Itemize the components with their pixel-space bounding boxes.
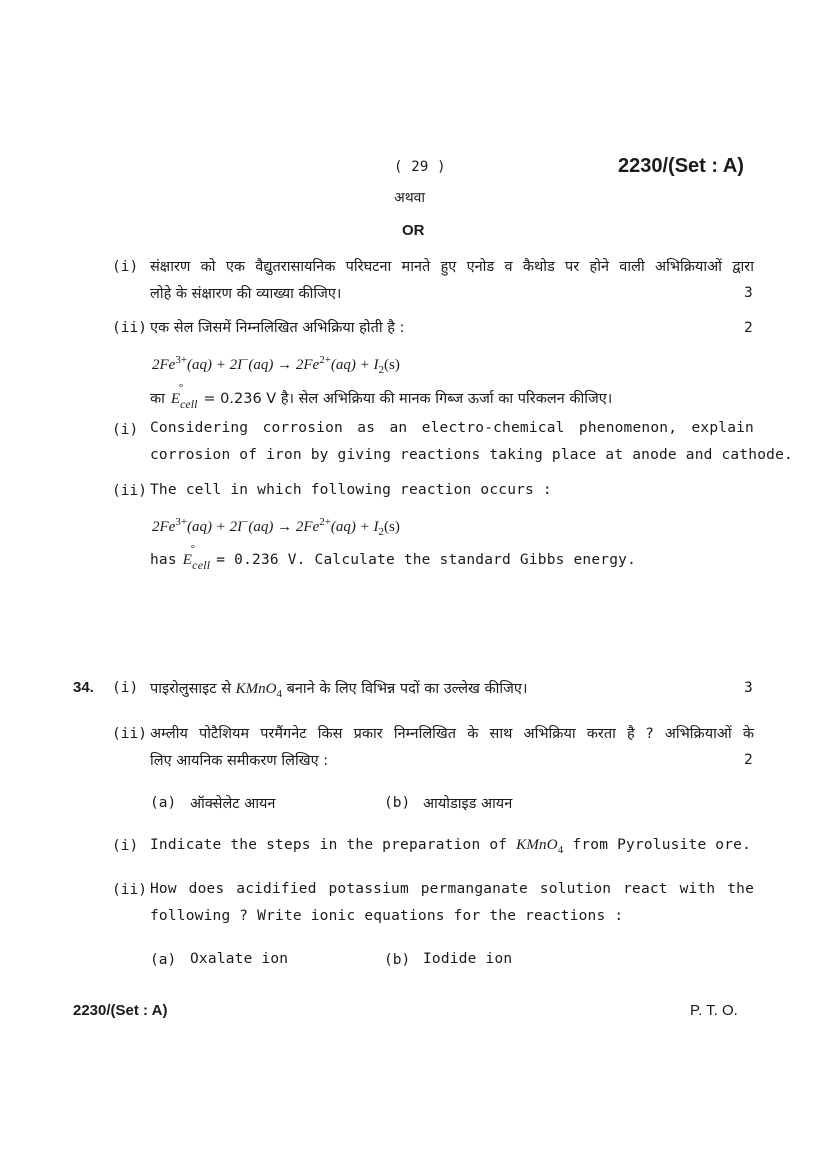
q34-hi-ii-marks: 2 [744,752,753,768]
ecell-symbol-en: E ° $_{cell}$ [182,543,211,572]
q34-en-i-text: Indicate the steps in the preparation of KMnO$_4$ from Pyrolusite ore. [150,837,752,856]
q34-en-i-label: (i) [112,838,139,854]
en-i-label: (i) [112,422,139,438]
q34-en-a-text: Oxalate ion [190,951,289,967]
q34-hi-i-label: (i) [112,680,139,696]
q34-hi-a-text: ऑक्सेलेट आयन [190,796,276,812]
en-i-line2: corrosion of iron by giving reactions taking place at anode and cathode. [150,447,793,463]
paper-code-footer: 2230/(Set : A) [73,1002,168,1019]
or-heading: OR [402,222,425,239]
ecell-symbol: E ° $_{cell}$ [170,382,198,411]
question-34-number: 34. [73,679,94,696]
en-i-line1: Considering corrosion as an electro-chemical phenomenon, explain [150,420,754,436]
q34-hi-ii-line2: लिए आयनिक समीकरण लिखिए : [150,753,329,769]
pto-label: P. T. O. [690,1002,738,1019]
reaction-equation-hi: $2Fe^{3+}(aq) + 2I^-(aq) \to 2Fe^{2+}(aq) + I_2(s)$ [152,354,400,376]
en-ii-label: (ii) [112,483,147,499]
hi-i-line2: लोहे के संक्षारण की व्याख्या कीजिए। [150,286,342,302]
hi-i-marks: 3 [744,285,753,301]
paper-code-header: 2230/(Set : A) [618,155,744,177]
q34-en-ii-line2: following ? Write ionic equations for the reactions : [150,908,624,924]
q34-en-ii-label: (ii) [112,882,147,898]
reaction-equation-en: $2Fe^{3+}(aq) + 2I^-(aq) \to 2Fe^{2+}(aq) + I_2(s)$ [152,516,400,538]
q34-en-ii-line1: How does acidified potassium permanganate solution react with the [150,881,754,897]
en-ecell-line: has E ° $_{cell}$ = 0.236 V. Calculate the standard Gibbs energy. [150,543,636,572]
hi-ecell-line: का E ° $_{cell}$ = 0.236 V है। सेल अभिक्रिया की मानक गिब्ज ऊर्जा का परिकलन कीजिए। [150,382,613,411]
q34-hi-i-text: पाइरोलुसाइट से KMnO$_4$ बनाने के लिए विभिन्न पदों का उल्लेख कीजिए। [150,681,528,700]
q34-en-b-text: Iodide ion [423,951,513,967]
q34-hi-a-label: (a) [150,795,177,811]
athva-heading: अथवा [394,190,426,206]
page-number: ( 29 ) [394,159,446,175]
q34-en-a-label: (a) [150,952,177,968]
q34-hi-ii-label: (ii) [112,726,147,742]
en-ii-text: The cell in which following reaction occurs : [150,482,552,498]
q34-hi-i-marks: 3 [744,680,753,696]
q34-en-b-label: (b) [384,952,411,968]
hi-i-label: (i) [112,259,139,275]
hi-ii-marks: 2 [744,320,753,336]
q34-hi-ii-line1: अम्लीय पोटैशियम परमैंगनेट किस प्रकार निम्नलिखित के साथ अभिक्रिया करता है ? अभिक्रियाओं के [150,726,754,742]
q34-hi-b-label: (b) [384,795,411,811]
q34-hi-b-text: आयोडाइड आयन [423,796,513,812]
hi-ii-text: एक सेल जिसमें निम्नलिखित अभिक्रिया होती है : [150,320,405,336]
hi-ii-label: (ii) [112,320,147,336]
hi-i-line1: संक्षारण को एक वैद्युतरासायनिक परिघटना मानते हुए एनोड व कैथोड पर होने वाली अभिक्रियाओं द्वारा [150,259,754,275]
